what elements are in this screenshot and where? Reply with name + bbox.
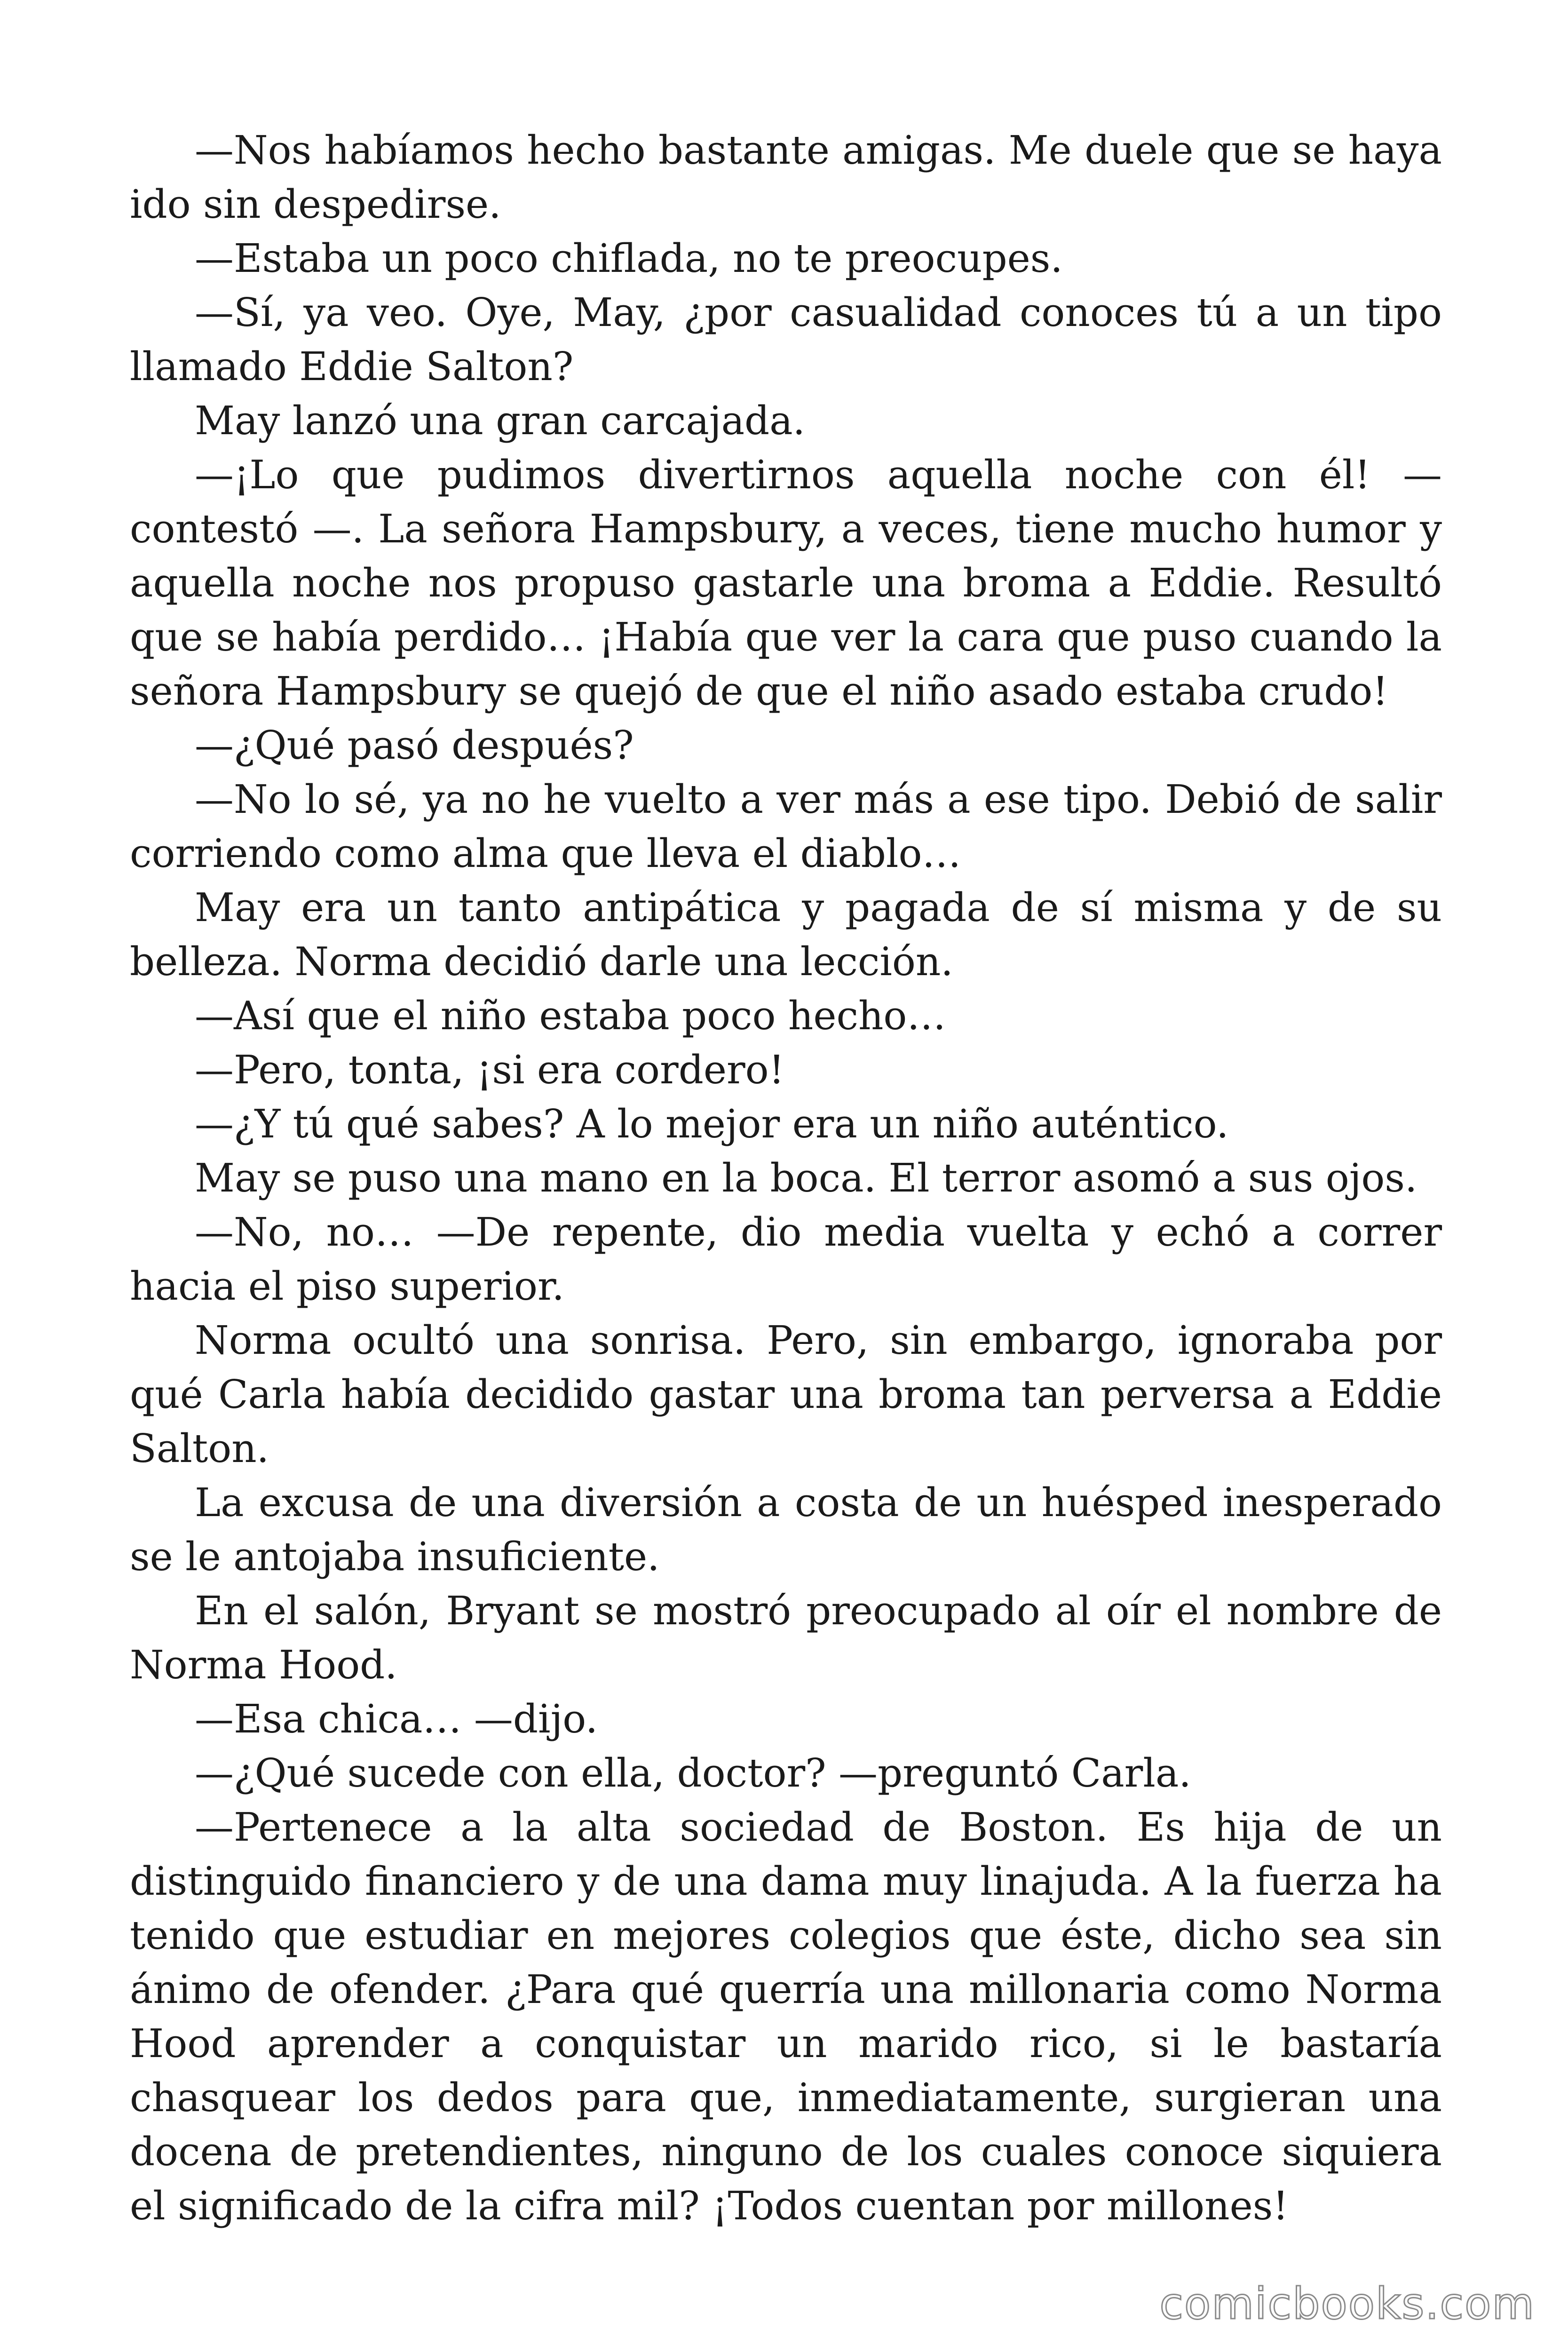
paragraph: —Pero, tonta, ¡si era cordero! — [195, 1047, 784, 1093]
body-text — [130, 123, 1442, 2233]
paragraph: La excusa de una diversión a costa de un huésped inesperado se le antojaba insuficiente. — [130, 1480, 1442, 1580]
paragraph: —Sí, ya veo. Oye, May, ¿por casualidad conoces tú a un tipo llamado Eddie Salton? — [130, 290, 1442, 389]
paragraph: —Nos habíamos hecho bastante amigas. Me duele que se haya ido sin despedirse. — [130, 127, 1442, 227]
paragraph: May se puso una mano en la boca. El terror asomó a sus ojos. — [195, 1155, 1418, 1201]
paragraph: En el salón, Bryant se mostró preocupado al oír el nombre de Norma Hood. — [130, 1588, 1442, 1688]
paragraph: —Esa chica… —dijo. — [195, 1696, 598, 1742]
watermark: comicbooks.com — [1159, 2279, 1535, 2329]
paragraph: —¿Qué pasó después? — [195, 723, 634, 768]
paragraph: —¿Y tú qué sabes? A lo mejor era un niño auténtico. — [195, 1101, 1229, 1147]
paragraph: —No, no… —De repente, dio media vuelta y echó a correr hacia el piso superior. — [130, 1209, 1442, 1309]
paragraph: —Pertenece a la alta sociedad de Boston. Es hija de un distinguido financiero y de una dama muy linajuda. A la fuerza ha tenido que estudiar en mejores colegios que éste, dicho sea sin ánimo de ofender. ¿Para qué querría una millonaria como Norma Hood aprender a conquistar un marido rico, si le bastaría chasquear los dedos para que, inmediatamente, surgieran una docena de pretendientes, ninguno de los cuales conoce siquiera el significado de la cifra mil? ¡Todos cuentan por millones! — [130, 1804, 1442, 2229]
paragraph: Norma ocultó una sonrisa. Pero, sin embargo, ignoraba por qué Carla había decidido gastar una broma tan perversa a Eddie Salton. — [130, 1318, 1442, 1471]
paragraph: May era un tanto antipática y pagada de sí misma y de su belleza. Norma decidió darle una lección. — [130, 885, 1442, 985]
paragraph: May lanzó una gran carcajada. — [195, 398, 806, 444]
paragraph: —Así que el niño estaba poco hecho… — [195, 993, 946, 1039]
paragraph: —No lo sé, ya no he vuelto a ver más a ese tipo. Debió de salir corriendo como alma que lleva el diablo… — [130, 777, 1442, 876]
paragraph: —¡Lo que pudimos divertirnos aquella noche con él! —contestó —. La señora Hampsbury, a veces, tiene mucho humor y aquella noche nos propuso gastarle una broma a Eddie. Resultó que se había perdido… ¡Había que ver la cara que puso cuando la señora Hampsbury se quejó de que el niño asado estaba crudo! — [130, 452, 1442, 714]
paragraph: —Estaba un poco chiflada, no te preocupes. — [195, 236, 1063, 281]
paragraph: —¿Qué sucede con ella, doctor? —preguntó Carla. — [195, 1750, 1191, 1796]
